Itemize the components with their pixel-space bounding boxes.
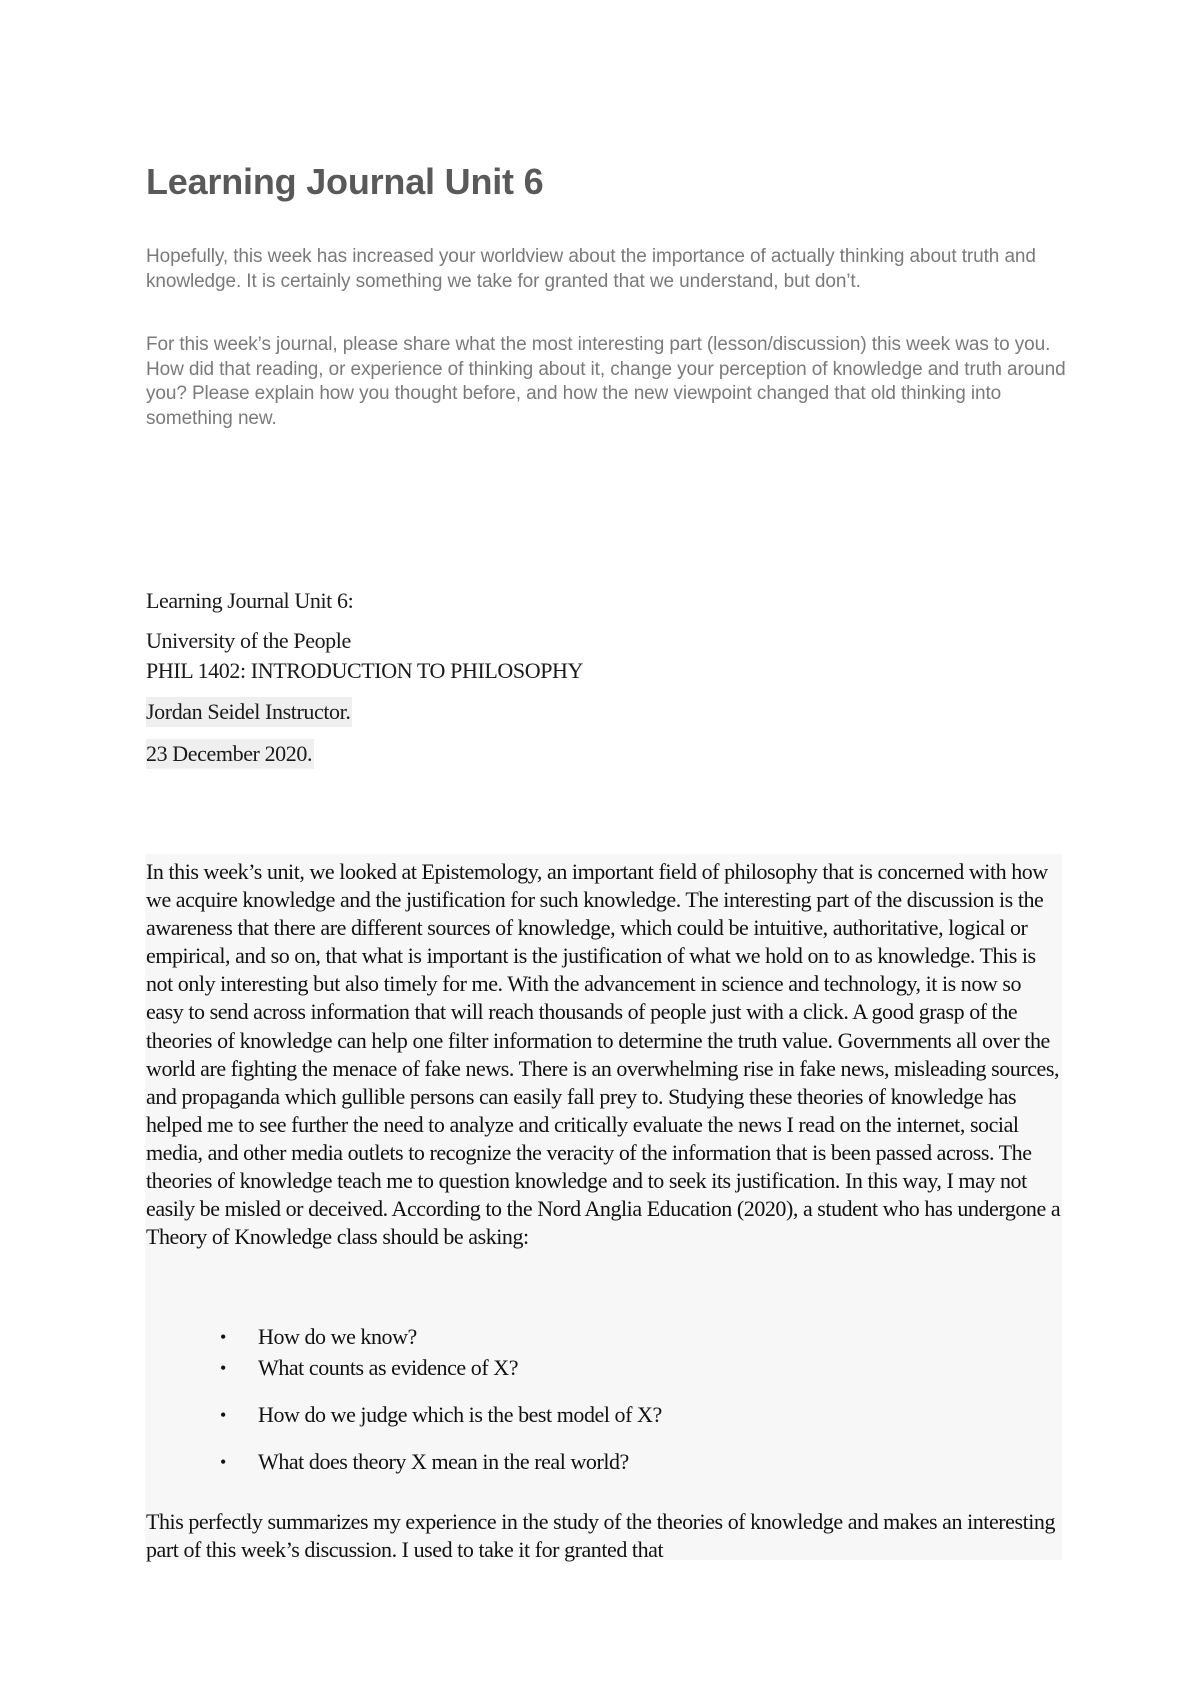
course-name: PHIL 1402: INTRODUCTION TO PHILOSOPHY: [146, 658, 584, 683]
list-item-text: What does theory X mean in the real world?: [258, 1449, 629, 1474]
prompt-title: Learning Journal Unit 6: [146, 161, 544, 202]
submission-date: 23 December 2020.: [146, 739, 314, 769]
list-item-text: How do we judge which is the best model of X?: [258, 1402, 662, 1427]
essay-paragraph: This perfectly summarizes my experience in the study of the theories of knowledge and makes an interesting part of this week’s discussion. I used to take it for granted that: [146, 1509, 1055, 1563]
bullet-icon: •: [220, 1327, 226, 1347]
instructor-name: Jordan Seidel Instructor.: [146, 697, 352, 727]
prompt-paragraph: Hopefully, this week has increased your worldview about the importance of actually thinking about truth and knowledge. It is certainly something we take for granted that we understand, but don’t.: [146, 246, 1036, 292]
essay-paragraph: In this week’s unit, we looked at Epistemology, an important field of philosophy that is concerned with how we acquire knowledge and the justification for such knowledge. The interesting part of the discussion is the awareness that there are different sources of knowledge, which could be intuitive, authoritative, logical or empirical, and so on, that what is important is the justification of what we hold on to as knowledge. This is not only interesting but also timely for me. With the advancement in science and technology, it is now so easy to send across information that will reach thousands of people just with a click. A good grasp of the theories of knowledge can help one filter information to determine the truth value. Governments all over the world are fighting the menace of fake news. There is an overwhelming rise in fake news, misleading sources, and propaganda which gullible persons can easily fall prey to. Studying these theories of knowledge has helped me to see further the need to analyze and critically evaluate the news I read on the internet, social media, and other media outlets to recognize the veracity of the information that is been passed across. The theories of knowledge teach me to question knowledge and to seek its justification. In this way, I may not easily be misled or deceived. According to the Nord Anglia Education (2020), a student who has undergone a Theory of Knowledge class should be asking:: [146, 859, 1061, 1250]
bullet-icon: •: [220, 1405, 226, 1425]
list-item-text: What counts as evidence of X?: [258, 1355, 519, 1380]
university-name: University of the People: [146, 628, 351, 653]
bullet-icon: •: [220, 1358, 226, 1378]
prompt-paragraph: For this week’s journal, please share what the most interesting part (lesson/discussion) this week was to you. How did that reading, or experience of thinking about it, change your perception of knowledge and truth around you? Please explain how you thought before, and how the new viewpoint changed that old thinking into something new.: [146, 334, 1066, 429]
bullet-icon: •: [220, 1452, 226, 1472]
journal-title: Learning Journal Unit 6:: [146, 588, 354, 613]
list-item-text: How do we know?: [258, 1324, 417, 1349]
